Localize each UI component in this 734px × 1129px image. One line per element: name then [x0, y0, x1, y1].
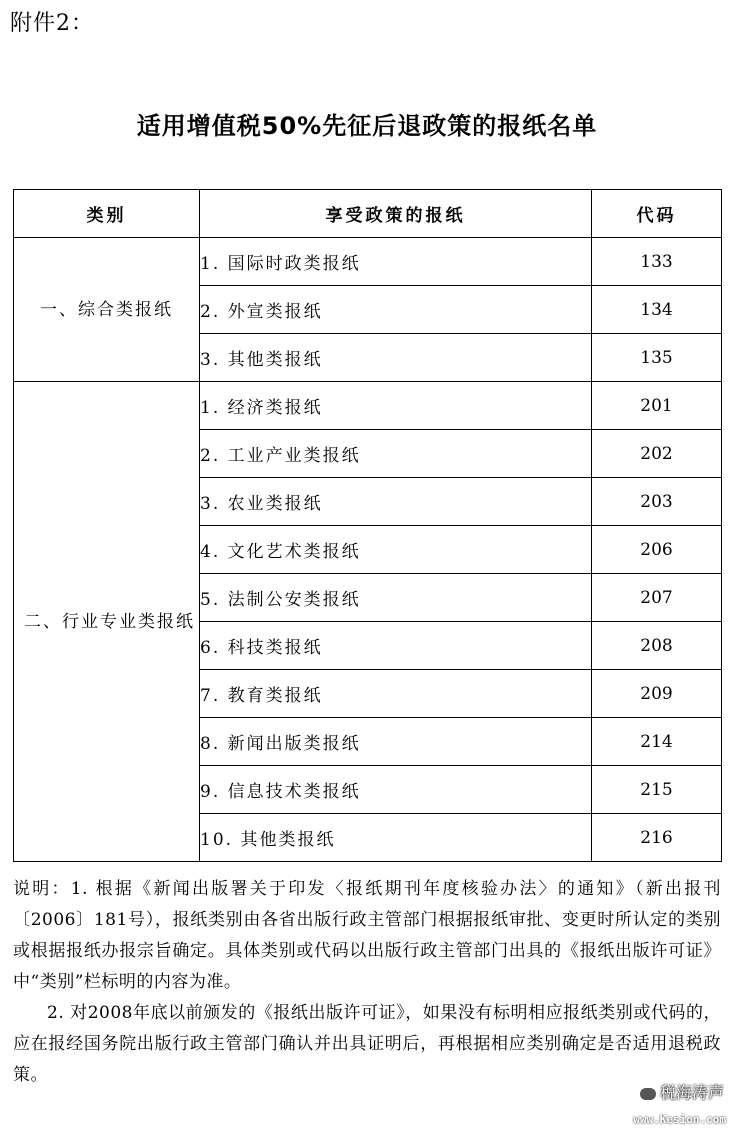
- code-cell: 201: [592, 382, 722, 430]
- header-newspaper: 享受政策的报纸: [200, 190, 592, 238]
- note-1: 说明：1. 根据《新闻出版署关于印发〈报纸期刊年度核验办法〉的通知》（新出报刊〔2006〕181号），报纸类别由各省出版行政主管部门根据报纸审批、变更时所认定的类别或根据报纸办报宗旨确定。具体类别或代码以出版行政主管部门出具的《报纸出版许可证》中“类别”栏标明的内容为准。: [13, 879, 721, 992]
- code-cell: 215: [592, 766, 722, 814]
- code-cell: 202: [592, 430, 722, 478]
- newspaper-cell: 7. 教育类报纸: [200, 670, 592, 718]
- newspaper-cell: 3. 其他类报纸: [200, 334, 592, 382]
- watermark-text: 税海涛声: [659, 1083, 724, 1102]
- table-header-row: [14, 190, 722, 238]
- newspaper-cell: 3. 农业类报纸: [200, 478, 592, 526]
- code-cell: 209: [592, 670, 722, 718]
- code-cell: 206: [592, 526, 722, 574]
- newspaper-list-table: [13, 189, 722, 862]
- newspaper-cell: 8. 新闻出版类报纸: [200, 718, 592, 766]
- wechat-icon: [640, 1088, 656, 1100]
- table-row: [14, 382, 722, 430]
- site-watermark: www.Kesion.com: [633, 1113, 726, 1126]
- document-title: 适用增值税50%先征后退政策的报纸名单: [136, 112, 598, 140]
- newspaper-cell: 4. 文化艺术类报纸: [200, 526, 592, 574]
- wechat-watermark: [640, 1080, 724, 1103]
- newspaper-cell: 1. 国际时政类报纸: [200, 238, 592, 286]
- header-category: 类别: [14, 190, 200, 238]
- code-cell: 208: [592, 622, 722, 670]
- code-cell: 203: [592, 478, 722, 526]
- code-cell: 214: [592, 718, 722, 766]
- code-cell: 134: [592, 286, 722, 334]
- newspaper-cell: 6. 科技类报纸: [200, 622, 592, 670]
- newspaper-cell: 9. 信息技术类报纸: [200, 766, 592, 814]
- category-cell: 二、行业专业类报纸: [14, 382, 200, 862]
- table-row: [14, 238, 722, 286]
- notes-section: [13, 874, 721, 1091]
- code-cell: 133: [592, 238, 722, 286]
- newspaper-cell: 2. 外宣类报纸: [200, 286, 592, 334]
- category-cell: 一、综合类报纸: [14, 238, 200, 382]
- newspaper-cell: 10. 其他类报纸: [200, 814, 592, 862]
- code-cell: 207: [592, 574, 722, 622]
- newspaper-cell: 5. 法制公安类报纸: [200, 574, 592, 622]
- newspaper-cell: 2. 工业产业类报纸: [200, 430, 592, 478]
- note-2: 2. 对2008年底以前颁发的《报纸出版许可证》，如果没有标明相应报纸类别或代码的，应在报经国务院出版行政主管部门确认并出具证明后，再根据相应类别确定是否适用退税政策。: [13, 1003, 721, 1085]
- header-code: 代码: [592, 190, 722, 238]
- newspaper-cell: 1. 经济类报纸: [200, 382, 592, 430]
- attachment-label: 附件2：: [10, 11, 94, 36]
- code-cell: 135: [592, 334, 722, 382]
- code-cell: 216: [592, 814, 722, 862]
